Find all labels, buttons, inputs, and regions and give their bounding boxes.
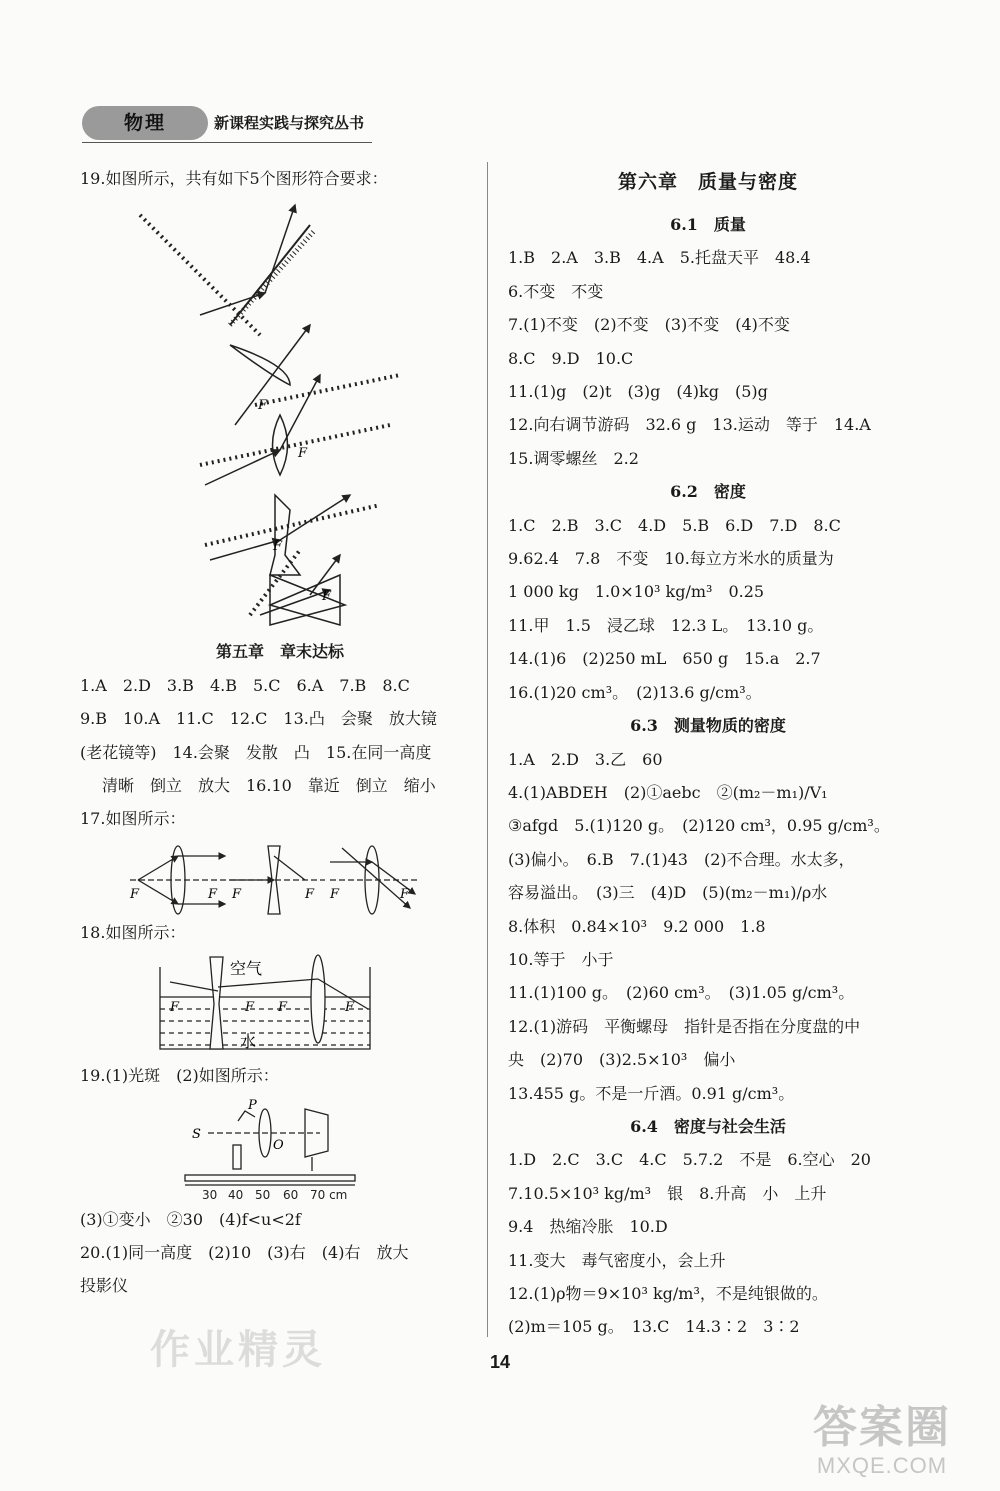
fig19b-s-label: S <box>192 1126 201 1142</box>
fig17-label-5: F <box>330 886 340 902</box>
chapter6-title: 第六章 质量与密度 <box>617 171 798 193</box>
s61-line-5: 11.(1)g (2)t (3)g (4)kg (5)g <box>508 382 768 402</box>
s63-line-3: ③afgd 5.(1)120 g。 (2)120 cm³，0.95 g/cm³。 <box>508 816 890 836</box>
site-watermark <box>792 1403 972 1479</box>
section-6-3-title: 6.3 测量物质的密度 <box>630 716 786 736</box>
watermark-sub: MXQE.COM <box>816 1453 948 1478</box>
fig19b-tick-5: 70 cm <box>310 1187 348 1202</box>
s61-line-4: 8.C 9.D 10.C <box>508 348 634 368</box>
fig18-label-2: F <box>245 1000 255 1016</box>
fig17-label-4: F <box>305 886 315 902</box>
fig18-air-label: 空气 <box>230 959 263 979</box>
s64-line-2: 7.10.5×10³ kg/m³ 银 8.升高 小 上升 <box>508 1183 827 1203</box>
fig18-label-4: F <box>345 1000 355 1016</box>
header-rule <box>82 142 372 143</box>
s63-line-2: 4.(1)ABDEH (2)①aebc ②(m₂－m₁)/V₁ <box>508 782 828 802</box>
ch5-line-5: 17.如图所示： <box>80 809 186 829</box>
fig19b-o-label: O <box>273 1137 284 1153</box>
ch5-line-4: 清晰 倒立 放大 16.10 靠近 倒立 缩小 <box>102 776 436 796</box>
s62-line-6: 16.(1)20 cm³。 (2)13.6 g/cm³。 <box>508 682 762 702</box>
page-number: 14 <box>489 1352 511 1372</box>
s62-line-2: 9.62.4 7.8 不变 10.每立方米水的质量为 <box>508 549 834 569</box>
s63-line-10: 央 (2)70 (3)2.5×10³ 偏小 <box>508 1050 736 1070</box>
s63-line-9: 12.(1)游码 平衡螺母 指针是否指在分度盘的中 <box>508 1016 861 1036</box>
fig17-label-6: F <box>400 886 410 902</box>
fig19b-tick-4: 60 <box>283 1187 299 1202</box>
s63-line-6: 8.体积 0.84×10³ 9.2 000 1.8 <box>508 916 766 936</box>
s62-line-3: 1 000 kg 1.0×10³ kg/m³ 0.25 <box>508 582 765 602</box>
fig19b-tick-1: 30 <box>202 1187 218 1202</box>
s64-line-1: 1.D 2.C 3.C 4.C 5.7.2 不是 6.空心 20 <box>508 1150 871 1170</box>
fig18-water-label: 水 <box>240 1032 257 1052</box>
page-header <box>82 104 382 144</box>
fig19-label-4: F <box>322 589 332 605</box>
q19b-intro: 19.(1)光斑 (2)如图所示： <box>80 1066 279 1086</box>
s62-line-5: 14.(1)6 (2)250 mL 650 g 15.a 2.7 <box>508 649 821 669</box>
s61-line-3: 7.(1)不变 (2)不变 (3)不变 (4)不变 <box>508 315 790 335</box>
figure-18-water-tank <box>80 949 480 1059</box>
watermark-main: 答案圈 <box>813 1403 951 1452</box>
fig17-label-1: F <box>130 886 140 902</box>
s64-line-5: 12.(1)ρ物＝9×10³ kg/m³，不是纯银做的。 <box>508 1284 828 1303</box>
figure-19-optics <box>80 195 480 635</box>
figure-17-lenses <box>80 836 480 916</box>
s63-line-4: (3)偏小。 6.B 7.(1)43 (2)不合理。水太多， <box>508 849 855 869</box>
section-6-2-title: 6.2 密度 <box>670 482 746 502</box>
fig19-label-2: F <box>298 446 308 462</box>
subject-tag: 物理 <box>82 106 208 140</box>
s63-line-8: 11.(1)100 g。 (2)60 cm³。 (3)1.05 g/cm³。 <box>508 983 855 1003</box>
chapter5-title: 第五章 章末达标 <box>215 642 344 662</box>
s63-line-7: 10.等于 小于 <box>508 949 614 969</box>
series-title: 新课程实践与探究丛书 <box>214 114 365 132</box>
s61-line-6: 12.向右调节游码 32.6 g 13.运动 等于 14.A <box>508 415 871 435</box>
q19-intro: 19.如图所示，共有如下5个图形符合要求： <box>80 169 388 188</box>
q18-intro: 18.如图所示： <box>80 922 186 942</box>
s64-line-3: 9.4 热缩冷胀 10.D <box>508 1217 668 1237</box>
right-column <box>508 162 908 1344</box>
fig17-label-3: F <box>232 886 242 902</box>
s62-line-4: 11.甲 1.5 浸乙球 12.3 L。 13.10 g。 <box>508 615 824 635</box>
figure-19b-optical-bench <box>80 1093 480 1203</box>
ch5-line-2: 9.B 10.A 11.C 12.C 13.凸 会聚 放大镜 <box>80 709 437 729</box>
s61-line-2: 6.不变 不变 <box>508 281 604 301</box>
s63-line-5: 容易溢出。 (3)三 (4)D (5)(m₂－m₁)/ρ水 <box>508 883 828 903</box>
section-6-4-title: 6.4 密度与社会生活 <box>630 1116 786 1136</box>
fig19-label-3: F <box>273 539 283 555</box>
left-column <box>80 162 480 1303</box>
fig19b-tick-3: 50 <box>255 1187 271 1202</box>
fig18-label-3: F <box>278 1000 288 1016</box>
s63-line-1: 1.A 2.D 3.乙 60 <box>508 749 663 769</box>
fig19-label-1: F <box>258 398 268 414</box>
ch5-line-3: (老花镜等) 14.会聚 发散 凸 15.在同一高度 <box>80 742 432 762</box>
section-6-1-title: 6.1 质量 <box>670 215 746 234</box>
s64-line-6: (2)m＝105 g。 13.C 14.3∶2 3∶2 <box>508 1317 800 1337</box>
fig17-label-2: F <box>208 886 218 902</box>
q19b-line-1: (3)①变小 ②30 (4)f<u<2f <box>80 1209 301 1229</box>
ch5-line-1: 1.A 2.D 3.B 4.B 5.C 6.A 7.B 8.C <box>80 675 410 695</box>
q20-line-1: 20.(1)同一高度 (2)10 (3)右 (4)右 放大 <box>80 1243 409 1263</box>
stamp-watermark: 作业精灵 <box>150 1328 326 1372</box>
fig19b-p-label: P <box>248 1097 257 1113</box>
column-divider <box>487 162 488 1337</box>
fig18-label-1: F <box>170 1000 180 1016</box>
s64-line-4: 11.变大 毒气密度小，会上升 <box>508 1250 726 1270</box>
s63-line-11: 13.455 g。不是一斤酒。0.91 g/cm³。 <box>508 1083 795 1103</box>
s61-line-1: 1.B 2.A 3.B 4.A 5.托盘天平 48.4 <box>508 248 811 268</box>
s62-line-1: 1.C 2.B 3.C 4.D 5.B 6.D 7.D 8.C <box>508 515 841 535</box>
s61-line-7: 15.调零螺丝 2.2 <box>508 448 639 468</box>
fig19b-tick-2: 40 <box>228 1187 244 1202</box>
q20-line-2: 投影仪 <box>80 1276 129 1296</box>
